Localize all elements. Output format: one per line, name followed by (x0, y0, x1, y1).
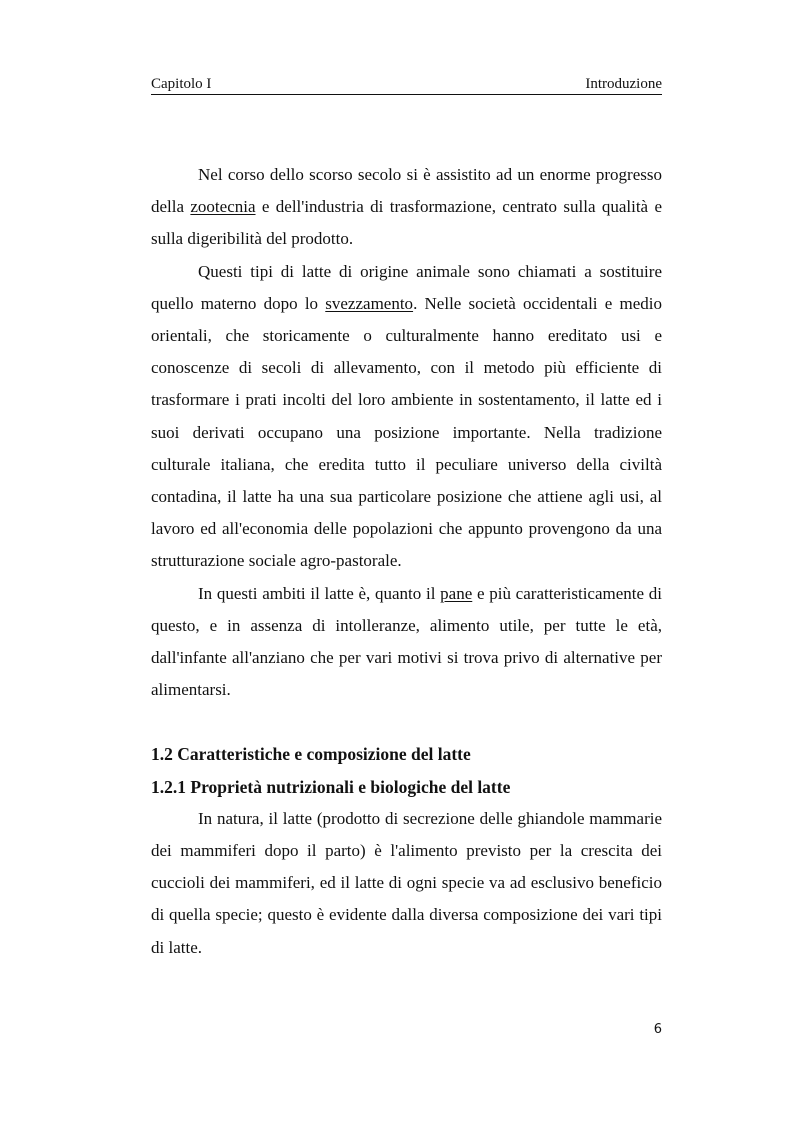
paragraph-3-text-b: e più caratteristicamente di questo, e in assenza di intolleranze, alimento utile, per tutte le età, dall'infante all'anziano che per vari motivi si trova privo di alternative per alimentarsi. (151, 583, 662, 700)
paragraph-2 (151, 256, 662, 578)
page-number: 6 (653, 1022, 662, 1037)
zootecnia-link[interactable]: zootecnia (190, 197, 256, 217)
svezzamento-link[interactable]: svezzamento (325, 293, 414, 313)
paragraph-1-text-a: Nel corso dello scorso secolo si è assistito ad un enorme progresso della (151, 165, 662, 217)
page-header (151, 74, 662, 95)
paragraph-2-text-b: . Nelle società occidentali e medio orientali, che storicamente o culturalmente hanno ereditato usi e conoscenze di secoli di allevamento, con il metodo più efficiente di trasformare i prati incolti del loro ambiente in sostentamento, il latte ed i suoi derivati occupano una posizione importante. Nella tradizione culturale italiana, che eredita tutto il peculiare universo della civiltà contadina, il latte ha una sua particolare posizione che attiene agli usi, al lavoro ed all'economia delle popolazioni che appunto provengono da una strutturazione sociale agro-pastorale. (151, 293, 662, 571)
paragraph-1 (151, 159, 662, 256)
section-gap (151, 706, 662, 738)
page-content (151, 159, 662, 964)
paragraph-4: In natura, il latte (prodotto di secrezione delle ghiandole mammarie dei mammiferi dopo il parto) è l'alimento previsto per la crescita dei cuccioli dei mammiferi, ed il latte di ogni specie va ad esclusivo beneficio di quella specie; questo è evidente dalla diversa composizione dei vari tipi di latte. (151, 808, 662, 957)
paragraph-3 (151, 578, 662, 707)
paragraph-2-text-a: Questi tipi di latte di origine animale sono chiamati a sostituire quello materno dopo lo (151, 261, 662, 313)
paragraph-3-text-a: In questi ambiti il latte è, quanto il (198, 583, 441, 603)
pane-link[interactable]: pane (440, 583, 473, 603)
paragraph-1-text-b: e dell'industria di trasformazione, centrato sulla qualità e sulla digeribilità del prodotto. (151, 197, 662, 249)
header-section: Introduzione (585, 76, 662, 92)
subsection-heading: 1.2.1 Proprietà nutrizionali e biologiche del latte (151, 776, 511, 797)
header-chapter: Capitolo I (151, 76, 212, 92)
section-heading: 1.2 Caratteristiche e composizione del latte (151, 744, 471, 765)
